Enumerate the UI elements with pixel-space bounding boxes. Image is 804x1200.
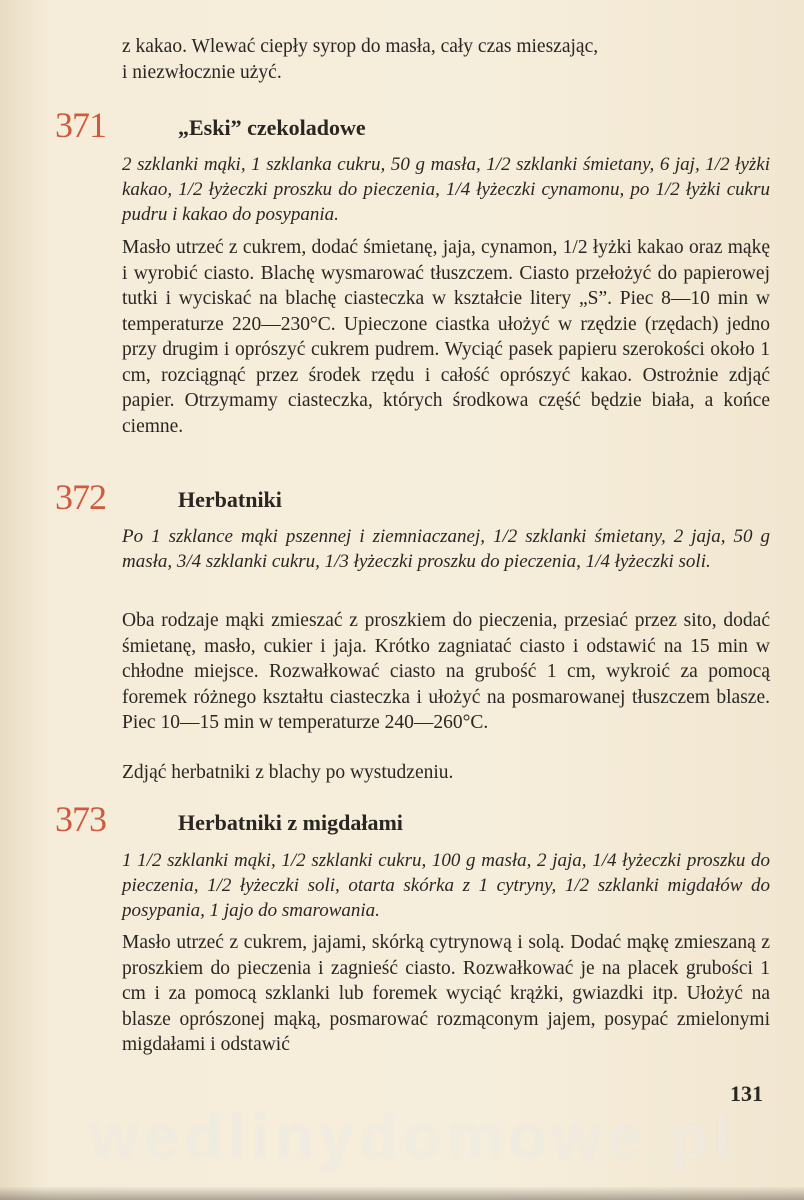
- recipe-method: Masło utrzeć z cukrem, dodać śmietanę, jaja, cynamon, 1/2 łyżki kakao oraz mąkę i wyrobić ciasto. Blachę wysmarować tłuszczem. Ciasto przełożyć do papierowej tutki i wyciskać na blachę ciasteczka w kształcie litery „S”. Piec 8—10 min w temperaturze 220—230°C. Upieczone ciastka ułożyć w rzędzie (rzędach) jedno przy drugim i oprószyć cukrem pudrem. Wyciąć pasek papieru szerokości około 1 cm, rozciągnąć przez środek rzędu i całość oprószyć kakao. Ostrożnie zdjąć papier. Otrzymamy ciasteczka, których środkowa część będzie biała, a końce ciemne.: [122, 237, 770, 437]
- recipe-title: „Eski” czekoladowe: [178, 115, 366, 140]
- recipe-title: Herbatniki: [178, 487, 282, 512]
- recipe-method: Oba rodzaje mąki zmieszać z proszkiem do pieczenia, przesiać przez sito, dodać śmietanę, masło, cukier i jaja. Krótko zagniatać ciasto i odstawić na 15 min w chłodne miejsce. Rozwałkować ciasto na grubość 1 cm, wykroić za pomocą foremek różnego kształtu ciasteczka i ułożyć na posmarowanej tłuszczem blasze. Piec 10—15 min w temperaturze 240—260°C.: [122, 610, 770, 733]
- watermark: wedlinydomowe.pl: [90, 1103, 738, 1172]
- recipe-method: Masło utrzeć z cukrem, jajami, skórką cytrynową i solą. Dodać mąkę zmieszaną z proszkiem do pieczenia i zagnieść ciasto. Rozwałkować je na placek grubości 1 cm i za pomocą szklanki lub foremek wyciąć krążki, gwiazdki itp. Ułożyć na blasze oprószonej mąką, posmarować rozmąconym jajem, posypać zmielonymi migdałami i odstawić: [122, 932, 770, 1055]
- page-number: 131: [730, 1081, 763, 1106]
- recipe-note: Zdjąć herbatniki z blachy po wystudzeniu.: [122, 762, 454, 783]
- recipe-ingredients: Po 1 szklance mąki pszennej i ziemniaczanej, 1/2 szklanki śmietany, 2 jaja, 50 g masła, 3/4 szklanki cukru, 1/3 łyżeczki proszku do pieczenia, 1/4 łyżeczki soli.: [122, 526, 770, 572]
- intro-line-2: i niezwłocznie użyć.: [122, 61, 282, 83]
- recipe-title: Herbatniki z migdałami: [178, 810, 403, 835]
- recipe-number: 373: [55, 799, 106, 839]
- recipe-ingredients: 2 szklanki mąki, 1 szklanka cukru, 50 g masła, 1/2 szklanki śmietany, 6 jaj, 1/2 łyżki kakao, 1/2 łyżeczki proszku do pieczenia, 1/4 łyżeczki cynamonu, po 1/2 łyżki cukru pudru i kakao do posypania.: [122, 154, 770, 225]
- intro-line-1: z kakao. Wlewać ciepły syrop do masła, cały czas mieszając,: [122, 36, 599, 57]
- recipe-number: 372: [55, 477, 106, 517]
- page-edge-shadow: [0, 1186, 804, 1200]
- intro-text: [122, 34, 770, 85]
- recipe-number: 371: [55, 105, 106, 145]
- recipe-ingredients: 1 1/2 szklanki mąki, 1/2 szklanki cukru, 100 g masła, 2 jaja, 1/4 łyżeczki proszku do pieczenia, 1/2 łyżeczki soli, otarta skórka z 1 cytryny, 1/2 szklanki migdałów do posypania, 1 jajo do smarowania.: [122, 850, 770, 921]
